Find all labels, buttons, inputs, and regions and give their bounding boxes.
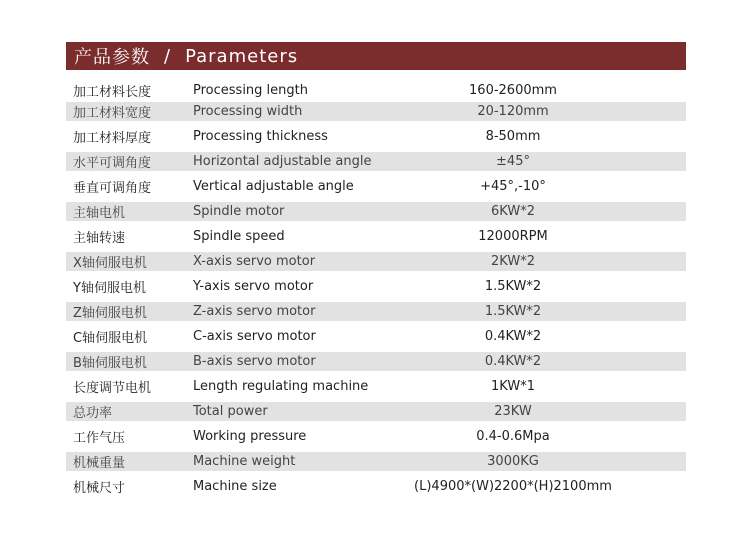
param-name-en: Processing width — [193, 104, 303, 119]
header-separator: / — [164, 45, 172, 67]
param-name-en: Processing length — [193, 82, 308, 98]
table-row — [66, 227, 686, 246]
table-row — [66, 477, 686, 496]
param-name-cn: Y轴伺服电机 — [73, 281, 146, 296]
param-name-en: Machine weight — [193, 454, 296, 469]
param-value: 0.4KW*2 — [484, 329, 542, 344]
param-value: 12000RPM — [478, 229, 548, 244]
param-name-cn: 加工材料长度 — [73, 84, 152, 100]
param-value: 23KW — [494, 404, 532, 419]
param-name-en: Machine size — [193, 479, 277, 494]
table-row — [66, 402, 686, 421]
param-value: 1KW*1 — [491, 379, 535, 394]
param-value: 8-50mm — [485, 129, 541, 144]
param-name-cn: 长度调节电机 — [73, 381, 152, 396]
table-row — [66, 127, 686, 146]
param-name-en: Processing thickness — [193, 129, 328, 144]
table-row — [66, 327, 686, 346]
param-value: (L)4900*(W)2200*(H)2100mm — [414, 479, 612, 494]
param-name-en: Total power — [193, 404, 268, 419]
param-name-cn: 主轴电机 — [73, 206, 126, 221]
param-name-en: X-axis servo motor — [193, 254, 316, 269]
param-name-en: Length regulating machine — [193, 379, 369, 394]
param-value: 6KW*2 — [491, 204, 535, 219]
section-header — [66, 42, 686, 70]
param-value: ±45° — [496, 154, 530, 169]
param-value: 0.4-0.6Mpa — [476, 429, 550, 444]
param-name-cn: 加工材料宽度 — [73, 106, 152, 121]
table-row — [66, 302, 686, 321]
param-name-cn: 水平可调角度 — [73, 156, 152, 171]
param-value: +45°,-10° — [480, 179, 546, 194]
param-name-en: Working pressure — [193, 429, 307, 444]
param-name-cn: 总功率 — [73, 406, 113, 421]
table-row — [66, 102, 686, 121]
param-name-cn: X轴伺服电机 — [73, 256, 147, 271]
table-row — [66, 177, 686, 196]
param-name-cn: 加工材料厚度 — [73, 131, 152, 146]
param-name-cn: C轴伺服电机 — [73, 331, 148, 346]
param-name-cn: B轴伺服电机 — [73, 356, 147, 371]
param-value: 1.5KW*2 — [484, 279, 542, 294]
param-name-en: B-axis servo motor — [193, 354, 316, 369]
param-name-cn: 主轴转速 — [73, 231, 126, 246]
table-row — [66, 78, 686, 102]
param-name-cn: 工作气压 — [73, 431, 126, 446]
param-name-en: C-axis servo motor — [193, 329, 316, 344]
header-title-cn: 产品参数 — [74, 47, 150, 68]
param-value: 0.4KW*2 — [484, 354, 542, 369]
param-name-cn: 机械尺寸 — [73, 481, 126, 496]
param-name-en: Horizontal adjustable angle — [193, 154, 372, 169]
table-row — [66, 377, 686, 396]
param-name-en: Z-axis servo motor — [193, 304, 316, 319]
table-row — [66, 452, 686, 471]
param-name-en: Y-axis servo motor — [193, 279, 314, 294]
param-name-cn: 垂直可调角度 — [73, 181, 152, 196]
param-value: 160-2600mm — [469, 82, 557, 98]
param-value: 3000KG — [487, 454, 539, 469]
header-title-en: Parameters — [185, 45, 299, 67]
table-row — [66, 202, 686, 221]
param-name-en: Vertical adjustable angle — [193, 179, 354, 194]
param-value: 2KW*2 — [491, 254, 535, 269]
param-name-cn: Z轴伺服电机 — [73, 306, 147, 321]
param-name-en: Spindle speed — [193, 229, 285, 244]
param-value: 1.5KW*2 — [484, 304, 542, 319]
table-row — [66, 252, 686, 271]
table-row — [66, 427, 686, 446]
param-name-en: Spindle motor — [193, 204, 285, 219]
parameters-table — [66, 78, 686, 496]
param-value: 20-120mm — [477, 104, 549, 119]
table-row — [66, 352, 686, 371]
table-row — [66, 277, 686, 296]
table-row — [66, 152, 686, 171]
param-name-cn: 机械重量 — [73, 456, 126, 471]
